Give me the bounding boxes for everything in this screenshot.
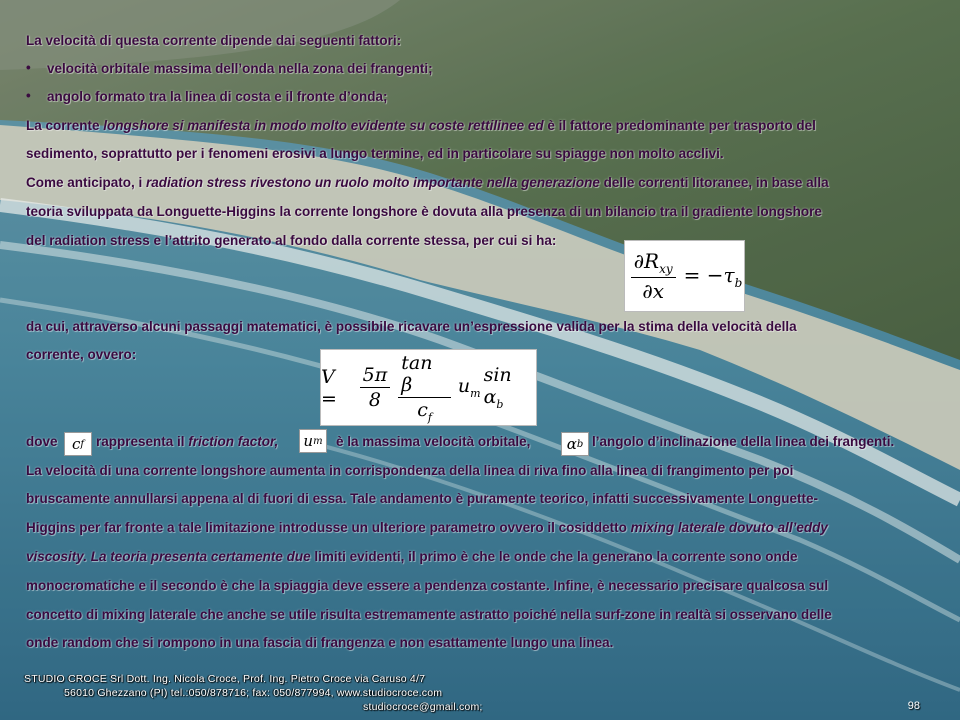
- paragraph-radiation-line2: teoria sviluppata da Longuette-Higgins la corrente longshore è dovuta alla presenza di un bilancio tra il gradiente longshore: [26, 204, 822, 219]
- paragraph-final-line5: viscosity. La teoria presenta certamente due limiti evidenti, il primo è che le onde che la generano la corrente sono onde: [26, 549, 798, 564]
- footer-email-line: studiocroce@gmail.com;: [363, 701, 483, 713]
- paragraph-final-line2: La velocità di una corrente longshore aumenta in corrispondenza della linea di riva fino alla linea di frangimento per poi: [26, 463, 794, 478]
- paragraph-final-line7: concetto di mixing laterale che anche se utile risulta estremamente astratto poiché nella surf-zone in realtà si osservano delle: [26, 607, 832, 622]
- bullet-2-text: angolo formato tra la linea di costa e il fronte d’onda;: [47, 89, 388, 104]
- orbital-velocity-text: è la massima velocità orbitale,: [336, 434, 531, 449]
- paragraph-final-line3: bruscamente annullarsi appena al di fuori di essa. Tale andamento è puramente teorico, infatti successivamente Longuette-: [26, 491, 818, 506]
- paragraph-derivation-line2: corrente, ovvero:: [26, 347, 137, 362]
- formula-radiation-balance: $\frac{\partial R_{xy}}{\partial x}$ = $-\tau_b$: [624, 240, 745, 312]
- paragraph-longshore-line2: sedimento, soprattutto per i fenomeni erosivi a lungo termine, ed in particolare su spiagge non molto acclivi.: [26, 146, 724, 161]
- breaker-angle-text: l’angolo d’inclinazione della linea dei frangenti.: [592, 434, 895, 449]
- italic-viscosity: viscosity. La teoria presenta certamente due: [26, 549, 311, 564]
- intro-line: La velocità di questa corrente dipende dai seguenti fattori:: [26, 33, 402, 48]
- paragraph-radiation-line1: Come anticipato, i radiation stress rivestono un ruolo molto importante nella generazione delle correnti litoranee, in base alla: [26, 175, 829, 190]
- bullet-1-marker: •: [26, 60, 31, 75]
- page-number: 98: [907, 700, 920, 712]
- symbol-um: u m: [299, 429, 327, 453]
- friction-factor-text: rappresenta il friction factor,: [96, 434, 279, 449]
- paragraph-final-line6: monocromatiche e il secondo è che la spiaggia deve essere a pendenza costante. Infine, è necessario precisare qualcosa sul: [26, 578, 829, 593]
- paragraph-longshore-line1: La corrente longshore si manifesta in modo molto evidente su coste rettilinee ed è il fattore predominante per trasporto del: [26, 118, 816, 133]
- paragraph-final-line4: Higgins per far fronte a tale limitazione introdusse un ulteriore parametro ovvero il cosiddetto mixing laterale dovuto all’eddy: [26, 520, 828, 535]
- paragraph-derivation-line1: da cui, attraverso alcuni passaggi matematici, è possibile ricavare un’espressione valida per la stima della velocità della: [26, 319, 797, 334]
- bullet-1-text: velocità orbitale massima dell’onda nella zona dei frangenti;: [47, 61, 433, 76]
- dove-label: dove: [26, 434, 58, 449]
- italic-mixing-laterale: mixing laterale dovuto all’eddy: [630, 520, 828, 535]
- footer-company-line: STUDIO CROCE Srl Dott. Ing. Nicola Croce, Prof. Ing. Pietro Croce via Caruso 4/7: [24, 673, 426, 685]
- bullet-2-marker: •: [26, 88, 31, 103]
- symbol-cf: c f: [64, 432, 92, 456]
- symbol-alpha-b: α b: [561, 432, 589, 456]
- paragraph-final-line8: onde random che si rompono in una fascia di frangenza e non esattamente lungo una linea.: [26, 635, 614, 650]
- italic-radiation-stress: radiation stress rivestono un ruolo molto importante nella generazione: [146, 175, 600, 190]
- formula-longshore-velocity: V = $\frac{5\pi}{8}$ $\frac{\text{tan β}}{c_f}$ $u_m$ $\sin \alpha_b$: [320, 349, 537, 426]
- footer-address-line: 56010 Ghezzano (PI) tel.:050/878716; fax: 050/877994, www.studiocroce.com: [64, 687, 443, 699]
- paragraph-radiation-line3: del radiation stress e l’attrito generato al fondo dalla corrente stessa, per cui si ha:: [26, 233, 557, 248]
- italic-longshore: longshore si manifesta in modo molto evidente su coste rettilinee ed: [103, 118, 544, 133]
